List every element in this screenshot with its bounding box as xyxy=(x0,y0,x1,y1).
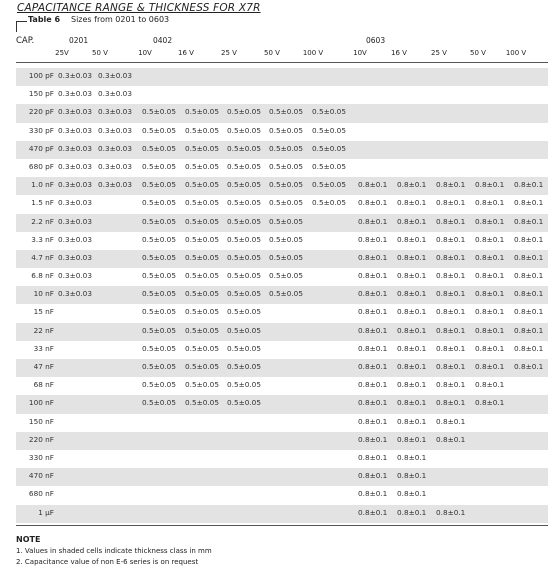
thickness-cell: 0.3±0.03 xyxy=(58,271,92,281)
capacitance-table xyxy=(16,68,548,523)
caption-bracket xyxy=(16,21,27,32)
thickness-cell: 0.5±0.05 xyxy=(312,143,346,153)
thickness-cell: 0.5±0.05 xyxy=(185,216,219,226)
thickness-cell: 0.8±0.1 xyxy=(514,325,544,335)
table-number: Table 6 xyxy=(28,15,61,24)
voltage-header: 50 V xyxy=(470,49,486,57)
thickness-cell: 0.5±0.05 xyxy=(312,180,346,190)
thickness-cell: 0.8±0.1 xyxy=(397,398,427,408)
capacitance-label: 470 pF xyxy=(28,143,54,153)
thickness-cell: 0.5±0.05 xyxy=(142,325,176,335)
capacitance-label: 6.8 nF xyxy=(31,271,54,281)
size-header-0201: 0201 xyxy=(69,36,89,45)
table-row xyxy=(16,250,548,268)
thickness-cell: 0.8±0.1 xyxy=(358,307,388,317)
table-row xyxy=(16,414,548,432)
thickness-cell: 0.8±0.1 xyxy=(397,307,427,317)
thickness-cell: 0.3±0.03 xyxy=(98,180,132,190)
thickness-cell: 0.5±0.05 xyxy=(142,234,176,244)
voltage-header: 100 V xyxy=(505,49,527,57)
capacitance-label: 4.7 nF xyxy=(31,252,54,262)
thickness-cell: 0.8±0.1 xyxy=(358,252,388,262)
thickness-cell: 0.5±0.05 xyxy=(142,307,176,317)
thickness-cell: 0.5±0.05 xyxy=(185,161,219,171)
thickness-cell: 0.5±0.05 xyxy=(142,198,176,208)
thickness-cell: 0.8±0.1 xyxy=(436,416,466,426)
thickness-cell: 0.5±0.05 xyxy=(227,307,261,317)
table-row xyxy=(16,177,548,195)
capacitance-label: 150 nF xyxy=(28,416,54,426)
thickness-cell: 0.3±0.03 xyxy=(58,198,92,208)
thickness-cell: 0.8±0.1 xyxy=(358,271,388,281)
thickness-cell: 0.8±0.1 xyxy=(358,289,388,299)
thickness-cell: 0.5±0.05 xyxy=(185,143,219,153)
thickness-cell: 0.5±0.05 xyxy=(227,398,261,408)
notes-title: NOTE xyxy=(16,535,41,544)
capacitance-label: 100 nF xyxy=(28,398,54,408)
cap-header: CAP. xyxy=(16,36,35,46)
table-row xyxy=(16,123,548,141)
voltage-header: 50 V xyxy=(264,49,280,57)
thickness-cell: 0.8±0.1 xyxy=(475,252,505,262)
thickness-cell: 0.8±0.1 xyxy=(436,180,466,190)
thickness-cell: 0.8±0.1 xyxy=(397,416,427,426)
thickness-cell: 0.8±0.1 xyxy=(358,489,388,499)
thickness-cell: 0.8±0.1 xyxy=(475,343,505,353)
thickness-cell: 0.5±0.05 xyxy=(142,362,176,371)
thickness-cell: 0.5±0.05 xyxy=(269,252,303,262)
thickness-cell: 0.8±0.1 xyxy=(358,398,388,408)
size-header-0603: 0603 xyxy=(366,36,386,45)
table-row xyxy=(16,214,548,232)
capacitance-label: 10 nF xyxy=(33,289,54,299)
thickness-cell: 0.8±0.1 xyxy=(475,198,505,208)
thickness-cell: 0.5±0.05 xyxy=(185,234,219,244)
thickness-cell: 0.8±0.1 xyxy=(514,362,544,371)
thickness-cell: 0.3±0.03 xyxy=(98,107,132,117)
thickness-cell: 0.8±0.1 xyxy=(397,216,427,226)
table-bottom-divider xyxy=(16,525,548,526)
thickness-cell: 0.8±0.1 xyxy=(436,325,466,335)
thickness-cell: 0.5±0.05 xyxy=(185,180,219,190)
thickness-cell: 0.5±0.05 xyxy=(142,271,176,281)
thickness-cell: 0.8±0.1 xyxy=(436,234,466,244)
thickness-cell: 0.5±0.05 xyxy=(227,380,261,390)
thickness-cell: 0.3±0.03 xyxy=(58,180,92,190)
thickness-cell: 0.5±0.05 xyxy=(269,125,303,135)
thickness-cell: 0.8±0.1 xyxy=(358,216,388,226)
thickness-cell: 0.3±0.03 xyxy=(58,161,92,171)
table-row xyxy=(16,195,548,213)
thickness-cell: 0.5±0.05 xyxy=(227,143,261,153)
capacitance-label: 220 pF xyxy=(28,107,54,117)
capacitance-label: 22 nF xyxy=(33,325,54,335)
capacitance-label: 100 pF xyxy=(28,71,54,80)
table-row xyxy=(16,141,548,159)
thickness-cell: 0.5±0.05 xyxy=(142,289,176,299)
thickness-cell: 0.8±0.1 xyxy=(475,271,505,281)
thickness-cell: 0.5±0.05 xyxy=(227,125,261,135)
table-row xyxy=(16,432,548,450)
thickness-cell: 0.8±0.1 xyxy=(397,180,427,190)
thickness-cell: 0.8±0.1 xyxy=(436,289,466,299)
voltage-header: 10V xyxy=(353,49,367,57)
thickness-cell: 0.8±0.1 xyxy=(397,489,427,499)
thickness-cell: 0.8±0.1 xyxy=(397,325,427,335)
thickness-cell: 0.5±0.05 xyxy=(142,216,176,226)
voltage-header: 25 V xyxy=(221,49,237,57)
thickness-cell: 0.3±0.03 xyxy=(58,252,92,262)
thickness-cell: 0.8±0.1 xyxy=(436,252,466,262)
thickness-cell: 0.5±0.05 xyxy=(227,234,261,244)
table-row xyxy=(16,450,548,468)
voltage-header: 50 V xyxy=(92,49,108,57)
capacitance-label: 3.3 nF xyxy=(31,234,54,244)
thickness-cell: 0.8±0.1 xyxy=(397,471,427,481)
thickness-cell: 0.5±0.05 xyxy=(227,271,261,281)
voltage-header: 25 V xyxy=(431,49,447,57)
capacitance-label: 33 nF xyxy=(33,343,54,353)
thickness-cell: 0.3±0.03 xyxy=(58,234,92,244)
thickness-cell: 0.5±0.05 xyxy=(312,107,346,117)
thickness-cell: 0.5±0.05 xyxy=(269,143,303,153)
thickness-cell: 0.8±0.1 xyxy=(397,289,427,299)
header-divider xyxy=(16,62,548,63)
table-row xyxy=(16,268,548,286)
thickness-cell: 0.8±0.1 xyxy=(397,198,427,208)
thickness-cell: 0.8±0.1 xyxy=(514,234,544,244)
table-row xyxy=(16,104,548,122)
capacitance-label: 47 nF xyxy=(33,362,54,371)
note-line-1: 1. Values in shaded cells indicate thickness class in mm xyxy=(16,547,212,555)
thickness-cell: 0.8±0.1 xyxy=(358,234,388,244)
thickness-cell: 0.5±0.05 xyxy=(142,107,176,117)
thickness-cell: 0.8±0.1 xyxy=(475,380,505,390)
note-line-2: 2. Capacitance value of non E-6 series is on request xyxy=(16,558,199,566)
page-title: CAPACITANCE RANGE & THICKNESS FOR X7R xyxy=(17,2,261,14)
thickness-cell: 0.5±0.05 xyxy=(142,398,176,408)
table-row xyxy=(16,304,548,322)
thickness-cell: 0.5±0.05 xyxy=(269,180,303,190)
thickness-cell: 0.8±0.1 xyxy=(358,198,388,208)
thickness-cell: 0.3±0.03 xyxy=(98,89,132,99)
thickness-cell: 0.5±0.05 xyxy=(142,252,176,262)
thickness-cell: 0.5±0.05 xyxy=(227,252,261,262)
thickness-cell: 0.3±0.03 xyxy=(58,143,92,153)
voltage-header: 100 V xyxy=(302,49,324,57)
table-row xyxy=(16,395,548,413)
thickness-cell: 0.5±0.05 xyxy=(227,343,261,353)
thickness-cell: 0.5±0.05 xyxy=(269,161,303,171)
thickness-cell: 0.8±0.1 xyxy=(358,325,388,335)
thickness-cell: 0.8±0.1 xyxy=(358,471,388,481)
capacitance-label: 150 pF xyxy=(28,89,54,99)
thickness-cell: 0.8±0.1 xyxy=(475,216,505,226)
thickness-cell: 0.8±0.1 xyxy=(397,434,427,444)
thickness-cell: 0.5±0.05 xyxy=(185,307,219,317)
thickness-cell: 0.8±0.1 xyxy=(397,252,427,262)
thickness-cell: 0.8±0.1 xyxy=(436,434,466,444)
thickness-cell: 0.5±0.05 xyxy=(227,161,261,171)
table-row xyxy=(16,323,548,341)
thickness-cell: 0.5±0.05 xyxy=(185,380,219,390)
table-row xyxy=(16,286,548,304)
thickness-cell: 0.5±0.05 xyxy=(269,107,303,117)
thickness-cell: 0.8±0.1 xyxy=(514,216,544,226)
thickness-cell: 0.8±0.1 xyxy=(436,507,466,517)
capacitance-label: 220 nF xyxy=(28,434,54,444)
capacitance-label: 470 nF xyxy=(28,471,54,481)
table-row xyxy=(16,86,548,104)
thickness-cell: 0.8±0.1 xyxy=(358,380,388,390)
thickness-cell: 0.3±0.03 xyxy=(98,125,132,135)
table-row xyxy=(16,505,548,523)
thickness-cell: 0.8±0.1 xyxy=(475,289,505,299)
thickness-cell: 0.8±0.1 xyxy=(436,343,466,353)
thickness-cell: 0.5±0.05 xyxy=(269,234,303,244)
thickness-cell: 0.3±0.03 xyxy=(58,89,92,99)
table-description: Sizes from 0201 to 0603 xyxy=(71,15,170,24)
thickness-cell: 0.3±0.03 xyxy=(98,71,132,80)
thickness-cell: 0.5±0.05 xyxy=(142,161,176,171)
thickness-cell: 0.8±0.1 xyxy=(358,362,388,371)
thickness-cell: 0.8±0.1 xyxy=(475,307,505,317)
thickness-cell: 0.8±0.1 xyxy=(514,271,544,281)
thickness-cell: 0.5±0.05 xyxy=(185,343,219,353)
table-row xyxy=(16,159,548,177)
thickness-cell: 0.5±0.05 xyxy=(142,343,176,353)
thickness-cell: 0.5±0.05 xyxy=(185,107,219,117)
capacitance-label: 1 µF xyxy=(38,507,54,517)
thickness-cell: 0.5±0.05 xyxy=(185,198,219,208)
thickness-cell: 0.5±0.05 xyxy=(142,125,176,135)
thickness-cell: 0.8±0.1 xyxy=(397,452,427,462)
thickness-cell: 0.8±0.1 xyxy=(358,507,388,517)
voltage-header: 16 V xyxy=(391,49,407,57)
thickness-cell: 0.8±0.1 xyxy=(436,307,466,317)
capacitance-label: 330 pF xyxy=(28,125,54,135)
thickness-cell: 0.5±0.05 xyxy=(142,180,176,190)
capacitance-label: 2.2 nF xyxy=(31,216,54,226)
thickness-cell: 0.8±0.1 xyxy=(358,452,388,462)
thickness-cell: 0.5±0.05 xyxy=(185,125,219,135)
table-row xyxy=(16,486,548,504)
thickness-cell: 0.5±0.05 xyxy=(227,107,261,117)
thickness-cell: 0.3±0.03 xyxy=(58,125,92,135)
thickness-cell: 0.8±0.1 xyxy=(436,380,466,390)
thickness-cell: 0.5±0.05 xyxy=(185,398,219,408)
thickness-cell: 0.8±0.1 xyxy=(475,180,505,190)
thickness-cell: 0.5±0.05 xyxy=(227,325,261,335)
thickness-cell: 0.5±0.05 xyxy=(227,180,261,190)
thickness-cell: 0.8±0.1 xyxy=(514,252,544,262)
table-row xyxy=(16,341,548,359)
thickness-cell: 0.5±0.05 xyxy=(312,161,346,171)
thickness-cell: 0.5±0.05 xyxy=(269,198,303,208)
table-row xyxy=(16,232,548,250)
table-row xyxy=(16,468,548,486)
thickness-cell: 0.3±0.03 xyxy=(98,161,132,171)
thickness-cell: 0.8±0.1 xyxy=(397,380,427,390)
size-header-0402: 0402 xyxy=(153,36,173,45)
thickness-cell: 0.5±0.05 xyxy=(227,362,261,371)
thickness-cell: 0.5±0.05 xyxy=(269,271,303,281)
notes-section xyxy=(16,535,212,566)
thickness-cell: 0.8±0.1 xyxy=(514,198,544,208)
thickness-cell: 0.8±0.1 xyxy=(436,271,466,281)
thickness-cell: 0.8±0.1 xyxy=(397,343,427,353)
thickness-cell: 0.8±0.1 xyxy=(397,507,427,517)
thickness-cell: 0.8±0.1 xyxy=(514,289,544,299)
thickness-cell: 0.8±0.1 xyxy=(475,362,505,371)
thickness-cell: 0.5±0.05 xyxy=(227,289,261,299)
thickness-cell: 0.5±0.05 xyxy=(227,216,261,226)
voltage-header: 16 V xyxy=(178,49,194,57)
capacitance-label: 330 nF xyxy=(28,452,54,462)
thickness-cell: 0.3±0.03 xyxy=(98,143,132,153)
thickness-cell: 0.8±0.1 xyxy=(397,362,427,371)
thickness-cell: 0.5±0.05 xyxy=(227,198,261,208)
thickness-cell: 0.8±0.1 xyxy=(397,234,427,244)
thickness-cell: 0.8±0.1 xyxy=(475,234,505,244)
thickness-cell: 0.8±0.1 xyxy=(358,434,388,444)
thickness-cell: 0.8±0.1 xyxy=(358,343,388,353)
thickness-cell: 0.5±0.05 xyxy=(185,325,219,335)
thickness-cell: 0.8±0.1 xyxy=(514,343,544,353)
thickness-cell: 0.3±0.03 xyxy=(58,107,92,117)
thickness-cell: 0.8±0.1 xyxy=(358,180,388,190)
capacitance-label: 1.5 nF xyxy=(31,198,54,208)
capacitance-label: 15 nF xyxy=(33,307,54,317)
thickness-cell: 0.8±0.1 xyxy=(358,416,388,426)
voltage-header: 10V xyxy=(138,49,152,57)
thickness-cell: 0.8±0.1 xyxy=(397,271,427,281)
thickness-cell: 0.5±0.05 xyxy=(185,289,219,299)
thickness-cell: 0.3±0.03 xyxy=(58,71,92,80)
thickness-cell: 0.5±0.05 xyxy=(185,362,219,371)
thickness-cell: 0.8±0.1 xyxy=(475,325,505,335)
capacitance-label: 68 nF xyxy=(33,380,54,390)
thickness-cell: 0.5±0.05 xyxy=(269,289,303,299)
thickness-cell: 0.3±0.03 xyxy=(58,216,92,226)
thickness-cell: 0.8±0.1 xyxy=(475,398,505,408)
thickness-cell: 0.5±0.05 xyxy=(269,216,303,226)
thickness-cell: 0.8±0.1 xyxy=(436,216,466,226)
voltage-header: 25V xyxy=(55,49,69,57)
capacitance-label: 1.0 nF xyxy=(31,180,54,190)
thickness-cell: 0.3±0.03 xyxy=(58,289,92,299)
capacitance-label: 680 pF xyxy=(28,161,54,171)
table-row xyxy=(16,359,548,377)
capacitance-label: 680 nF xyxy=(28,489,54,499)
table-row xyxy=(16,377,548,395)
thickness-cell: 0.8±0.1 xyxy=(436,362,466,371)
thickness-cell: 0.5±0.05 xyxy=(185,252,219,262)
thickness-cell: 0.5±0.05 xyxy=(142,143,176,153)
table-row xyxy=(16,68,548,86)
thickness-cell: 0.5±0.05 xyxy=(312,198,346,208)
thickness-cell: 0.8±0.1 xyxy=(436,398,466,408)
thickness-cell: 0.5±0.05 xyxy=(312,125,346,135)
thickness-cell: 0.8±0.1 xyxy=(514,307,544,317)
table-caption xyxy=(16,15,256,27)
thickness-cell: 0.5±0.05 xyxy=(142,380,176,390)
thickness-cell: 0.8±0.1 xyxy=(514,180,544,190)
thickness-cell: 0.5±0.05 xyxy=(185,271,219,281)
thickness-cell: 0.8±0.1 xyxy=(436,198,466,208)
